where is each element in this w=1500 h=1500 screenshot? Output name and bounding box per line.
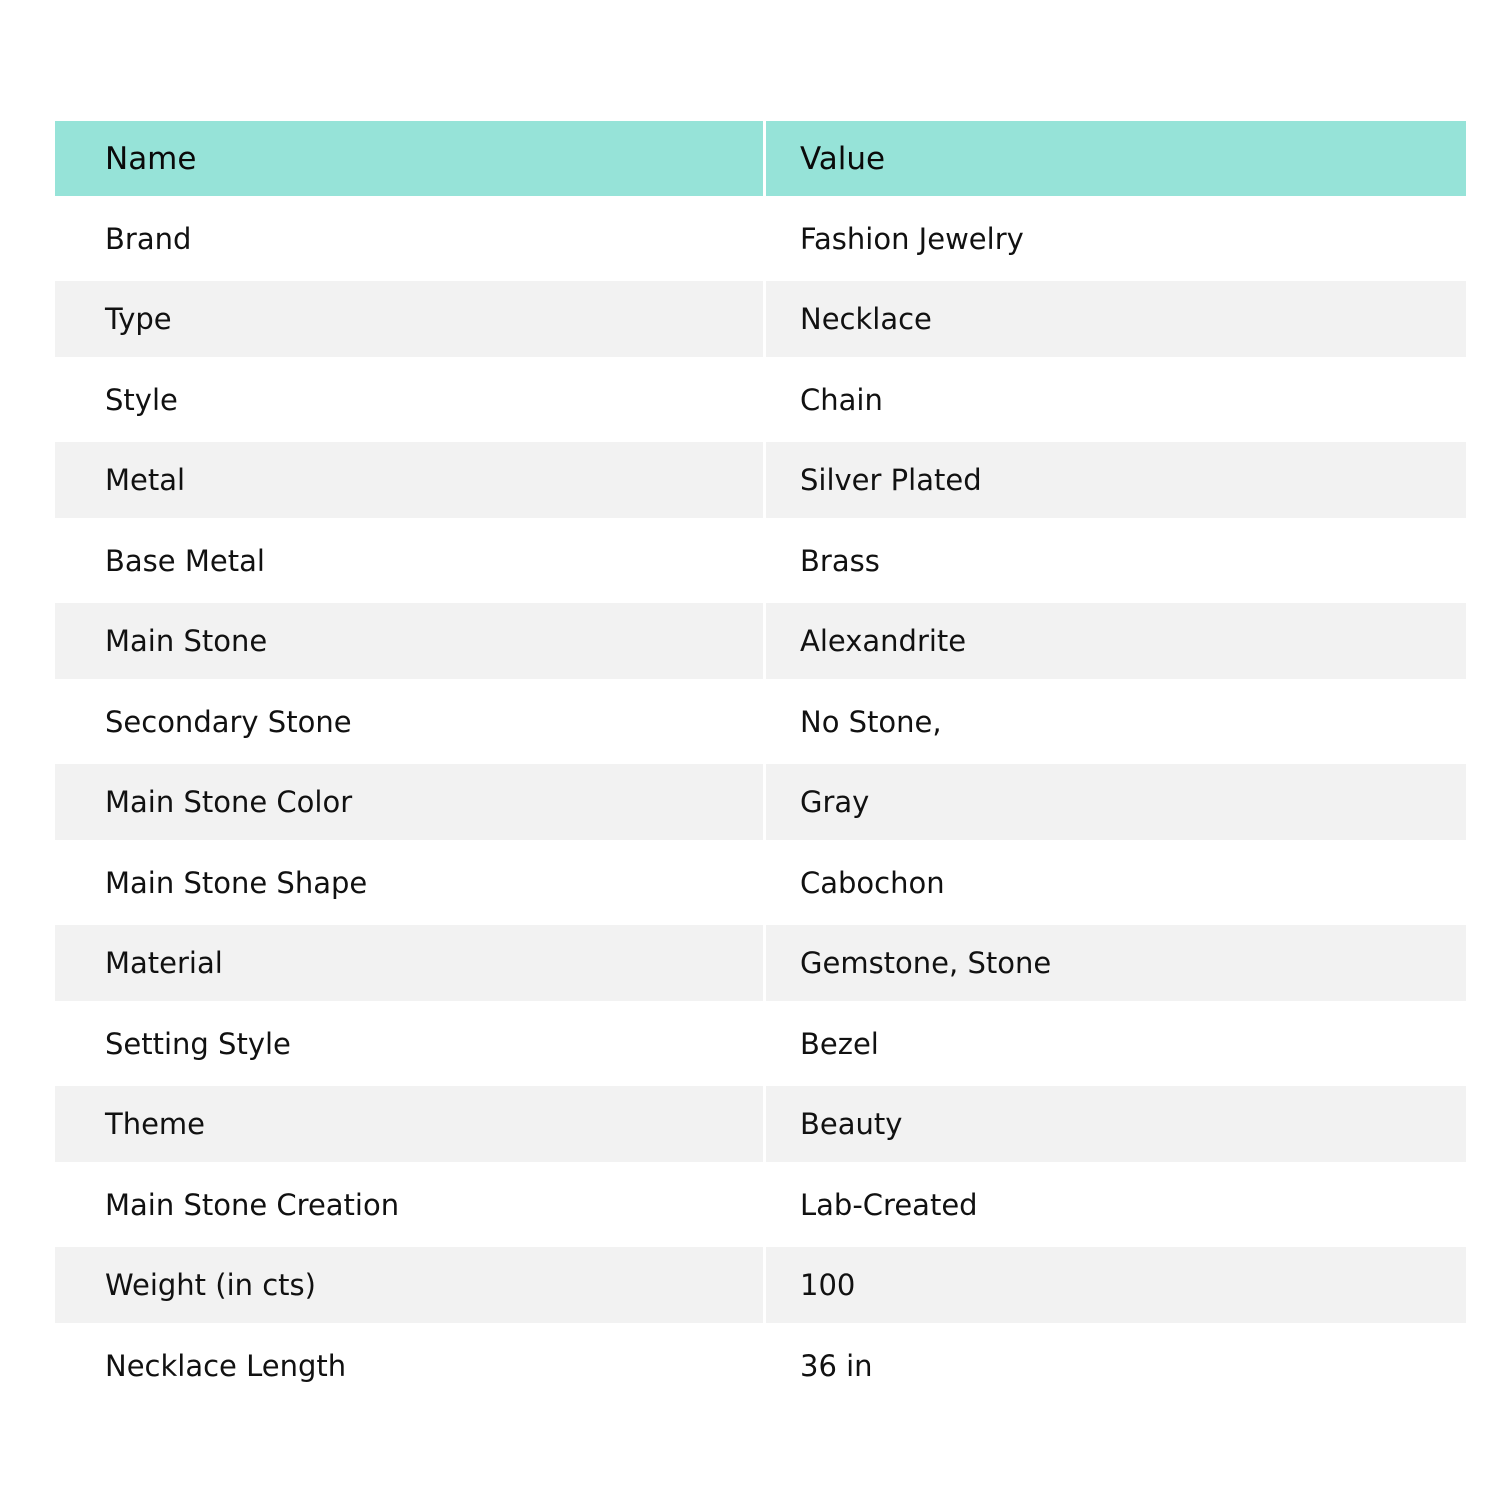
table-row (55, 1323, 1466, 1408)
table-row (55, 603, 1466, 679)
row-name: Main Stone Color (55, 764, 766, 840)
row-value: Beauty (766, 1086, 1466, 1162)
table-row (55, 679, 1466, 764)
row-value: Lab-Created (766, 1162, 1466, 1247)
row-name: Material (55, 925, 766, 1001)
row-name: Metal (55, 442, 766, 518)
header-value: Value (766, 121, 1466, 196)
row-name: Necklace Length (55, 1323, 766, 1408)
row-value: Chain (766, 357, 1466, 442)
table-row (55, 1086, 1466, 1162)
row-value: Silver Plated (766, 442, 1466, 518)
row-name: Main Stone Creation (55, 1162, 766, 1247)
row-name: Style (55, 357, 766, 442)
table-row (55, 1001, 1466, 1086)
row-name: Main Stone (55, 603, 766, 679)
row-value: Cabochon (766, 840, 1466, 925)
table-row (55, 1247, 1466, 1323)
table-row (55, 925, 1466, 1001)
row-value: No Stone, (766, 679, 1466, 764)
row-name: Secondary Stone (55, 679, 766, 764)
row-name: Weight (in cts) (55, 1247, 766, 1323)
row-name: Brand (55, 196, 766, 281)
table-row (55, 1162, 1466, 1247)
table-row (55, 442, 1466, 518)
table-row (55, 840, 1466, 925)
row-value: Necklace (766, 281, 1466, 357)
row-value: Gemstone, Stone (766, 925, 1466, 1001)
table-row (55, 281, 1466, 357)
table-header-row (55, 121, 1466, 196)
spec-table (55, 121, 1466, 1408)
row-value: Alexandrite (766, 603, 1466, 679)
row-value: Brass (766, 518, 1466, 603)
table-row (55, 764, 1466, 840)
table-body (55, 196, 1466, 1408)
row-value: 36 in (766, 1323, 1466, 1408)
row-name: Main Stone Shape (55, 840, 766, 925)
row-value: Fashion Jewelry (766, 196, 1466, 281)
row-name: Type (55, 281, 766, 357)
table-row (55, 518, 1466, 603)
table-row (55, 357, 1466, 442)
row-name: Theme (55, 1086, 766, 1162)
row-value: Bezel (766, 1001, 1466, 1086)
table-row (55, 196, 1466, 281)
row-value: 100 (766, 1247, 1466, 1323)
header-name: Name (55, 121, 766, 196)
row-name: Base Metal (55, 518, 766, 603)
row-value: Gray (766, 764, 1466, 840)
row-name: Setting Style (55, 1001, 766, 1086)
